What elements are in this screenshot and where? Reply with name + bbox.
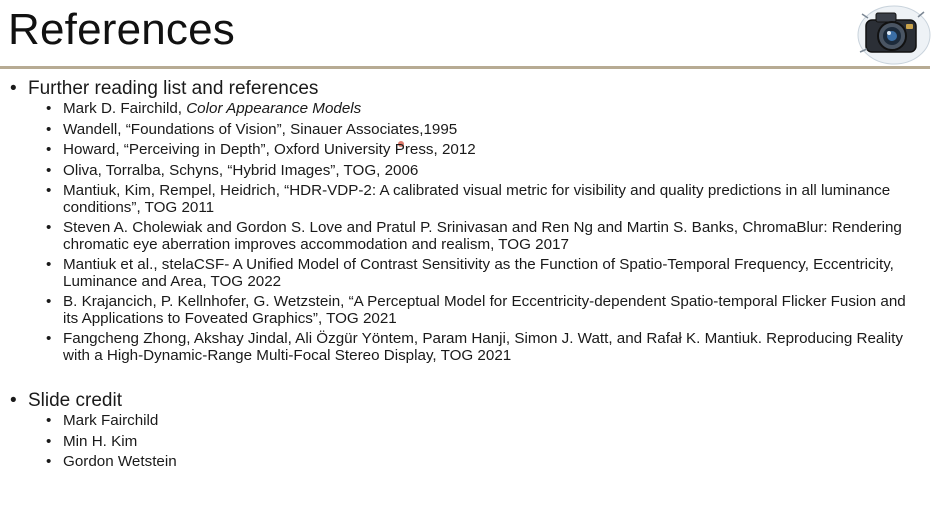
credit-item: • Min H. Kim bbox=[10, 434, 922, 451]
reference-item: • Fangcheng Zhong, Akshay Jindal, Ali Özgür Yöntem, Param Hanji, Simon J. Watt, and Rafał K. Mantiuk. Reproducing Reality with a High-Dynamic-Range Multi-Focal Stereo Display, TOG 2021 bbox=[10, 331, 922, 364]
reference-item: • Mantiuk et al., stelaCSF- A Unified Model of Contrast Sensitivity as the Function of Spatio-Temporal Frequency, Eccentricity, Luminance and Area, TOG 2022 bbox=[10, 257, 922, 290]
reference-book-title: Color Appearance Models bbox=[186, 100, 362, 117]
reference-text: Mark D. Fairchild, bbox=[63, 100, 187, 117]
credit-item: • Gordon Wetstein bbox=[10, 454, 922, 471]
reference-item bbox=[10, 101, 922, 118]
reference-item: • Oliva, Torralba, Schyns, “Hybrid Images”, TOG, 2006 bbox=[10, 163, 922, 180]
slide-title: References bbox=[8, 5, 236, 54]
reference-item: • Wandell, “Foundations of Vision”, Sinauer Associates,1995 bbox=[10, 122, 922, 139]
reference-item: • Steven A. Cholewiak and Gordon S. Love and Pratul P. Srinivasan and Ren Ng and Martin S. Banks, ChromaBlur: Rendering chromatic eye aberration improves accommodation and realism, TOG 2017 bbox=[10, 220, 922, 253]
title-underline bbox=[0, 66, 930, 69]
section-heading-references: • Further reading list and references bbox=[10, 78, 922, 100]
reference-item: • Howard, “Perceiving in Depth”, Oxford University Press, 2012 bbox=[10, 142, 922, 159]
credits-list bbox=[10, 413, 922, 471]
reference-item: • Mantiuk, Kim, Rempel, Heidrich, “HDR-VDP-2: A calibrated visual metric for visibility and quality predictions in all luminance conditions”, TOG 2011 bbox=[10, 183, 922, 216]
section-spacer bbox=[10, 368, 922, 390]
section-heading-slide-credit: • Slide credit bbox=[10, 390, 922, 412]
reference-item: • B. Krajancich, P. Kellnhofer, G. Wetzstein, “A Perceptual Model for Eccentricity-dependent Spatio-temporal Flicker Fusion and its Applications to Foveated Graphics”, TOG 2021 bbox=[10, 294, 922, 327]
camera-logo-icon bbox=[854, 2, 932, 66]
references-list bbox=[10, 101, 922, 364]
credit-item: • Mark Fairchild bbox=[10, 413, 922, 430]
slide-body bbox=[10, 78, 922, 475]
